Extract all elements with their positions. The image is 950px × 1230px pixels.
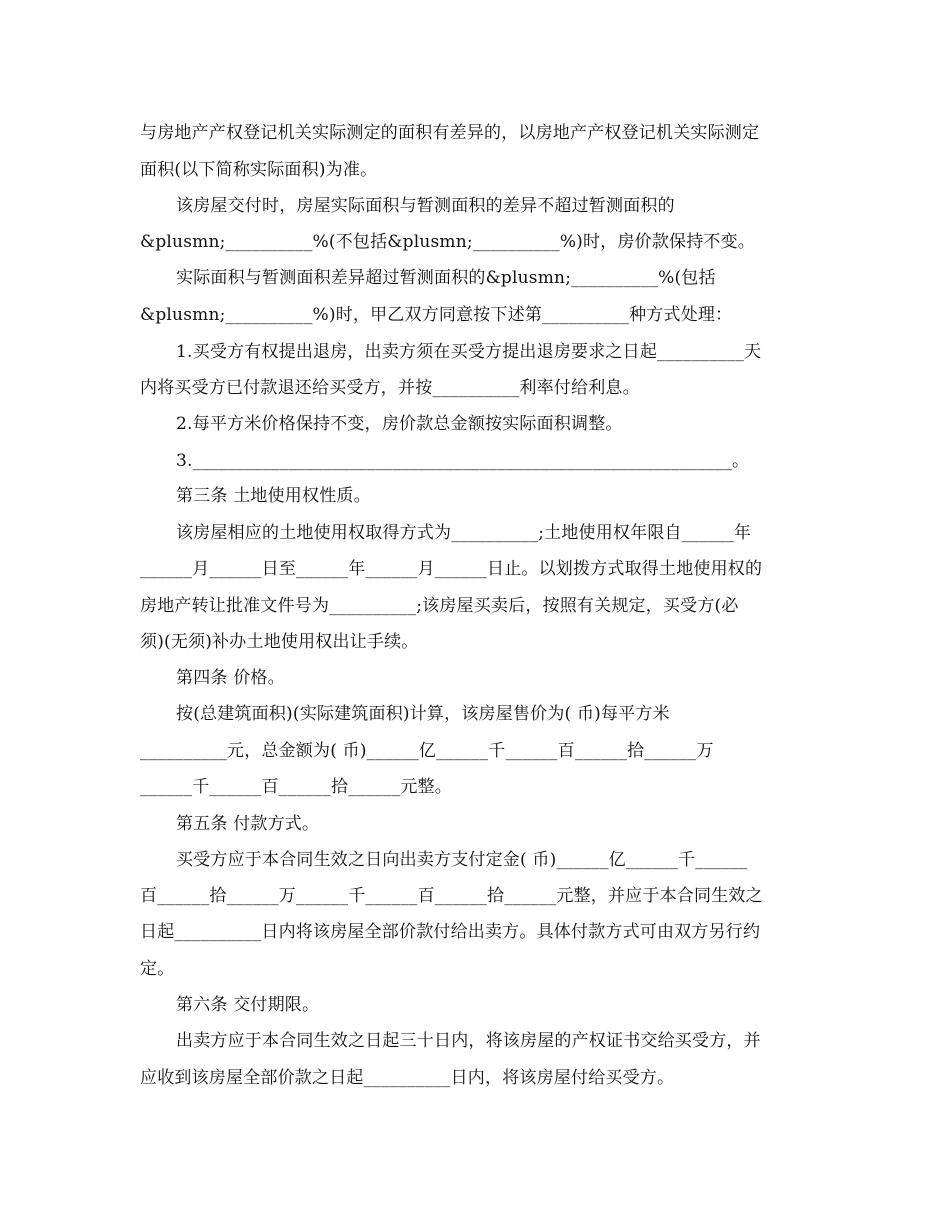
text-line: 内将买受方已付款退还给买受方，并按__________利率付给利息。 [140,378,640,398]
section-heading: 第四条 价格。 [176,668,285,688]
text-line: 该房屋交付时，房屋实际面积与暂测面积的差异不超过暂测面积的 [176,196,675,216]
text-line: 定。 [140,959,175,979]
text-line: ______千______百______拾______元整。 [140,777,452,797]
text-line: ______月______日至______年______月______日止。以划拨方式取得土地使用权的 [140,559,763,579]
text-line: 实际面积与暂测面积差异超过暂测面积的&plusmn;__________%(包括 [176,268,716,288]
text-line: 与房地产产权登记机关实际测定的面积有差异的，以房地产产权登记机关实际测定 [140,123,760,143]
text-line: 出卖方应于本合同生效之日起三十日内，将该房屋的产权证书交给买受方，并 [176,1031,761,1051]
text-line: 百______拾______万______千______百______拾______元整，并应于本合同生效之 [140,886,763,906]
text-line: &plusmn;__________%)时，甲乙双方同意按下述第__________种方式处理： [140,305,733,325]
text-line: 面积(以下简称实际面积)为准。 [140,160,378,180]
text-line: 该房屋相应的土地使用权取得方式为__________;土地使用权年限自______年 [176,523,752,543]
section-heading: 第五条 付款方式。 [176,814,320,834]
text-line: 买受方应于本合同生效之日向出卖方支付定金( 币)______亿______千______ [176,850,748,870]
text-line: 按(总建筑面积)(实际建筑面积)计算，该房屋售价为( 币)每平方米 [176,704,670,724]
text-line: 2.每平方米价格保持不变，房价款总金额按实际面积调整。 [176,414,623,434]
text-line: 日起__________日内将该房屋全部价款付给出卖方。具体付款方式可由双方另行约 [140,922,761,942]
text-line: 3.______________________________________________________________。 [176,451,750,471]
section-heading: 第六条 交付期限。 [176,995,320,1015]
text-line: 须)(无须)补办土地使用权出让手续。 [140,632,419,652]
text-line: 1.买受方有权提出退房，出卖方须在买受方提出退房要求之日起__________天 [176,342,762,362]
text-line: 应收到该房屋全部价款之日起__________日内，将该房屋付给买受方。 [140,1068,675,1088]
text-line: 房地产转让批准文件号为__________;该房屋买卖后，按照有关规定，买受方(必 [140,596,739,616]
text-line: &plusmn;__________%(不包括&plusmn;__________%)时，房价款保持不变。 [140,232,756,252]
section-heading: 第三条 土地使用权性质。 [176,486,371,506]
text-line: __________元，总金额为( 币)______亿______千______百______拾______万 [140,741,714,761]
